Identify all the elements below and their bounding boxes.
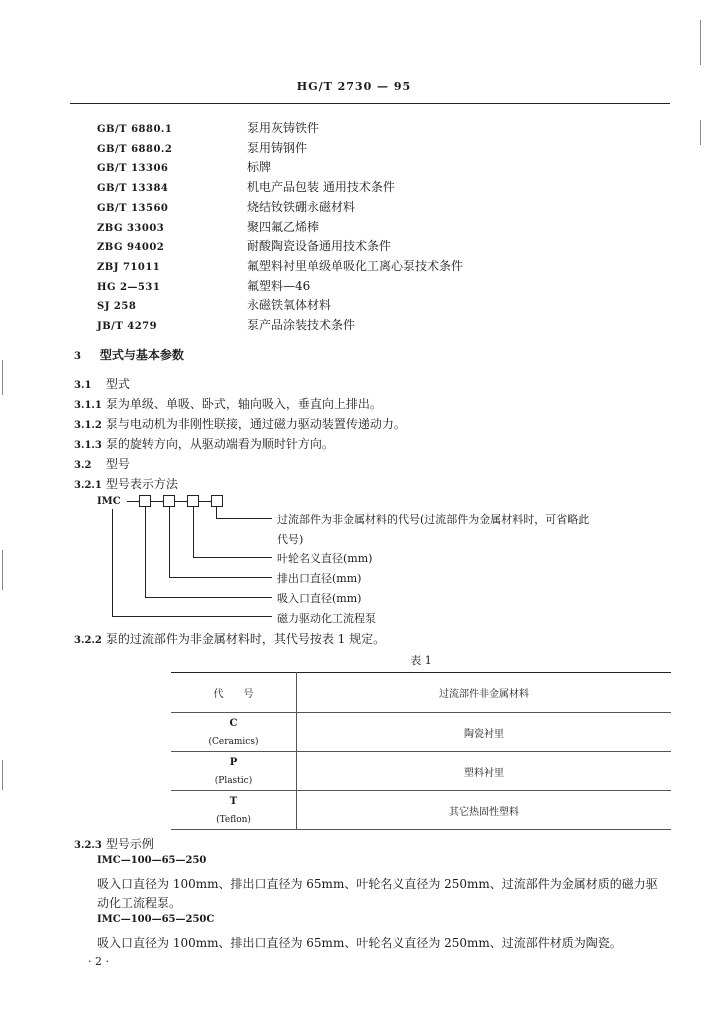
reference-code: JB/T 4279	[97, 321, 158, 332]
page-header: HG/T 2730 — 95	[296, 80, 412, 93]
reference-item	[97, 316, 355, 333]
code-letter: P	[229, 756, 238, 768]
reference-item	[97, 178, 395, 195]
reference-code: GB/T 6880.2	[97, 143, 173, 155]
clause-number: 3.2.2	[74, 635, 102, 646]
table-cell-code	[171, 791, 297, 830]
code-english: (Teflon)	[216, 814, 251, 825]
model-prefix: IMC	[97, 496, 121, 507]
leader-line	[112, 616, 272, 617]
reference-code: GB/T 13306	[97, 163, 169, 175]
annotation-pump-type: 磁力驱动化工流程泵	[277, 612, 376, 625]
dash	[151, 501, 163, 502]
scan-mark	[2, 550, 3, 590]
annotation-material-code: 过流部件为非金属材料的代号(过流部件为金属材料时，可省略此	[277, 513, 590, 526]
table-cell-material: 塑料衬里	[297, 752, 672, 791]
table-cell-material: 陶瓷衬里	[297, 713, 672, 752]
table-cell-code	[171, 713, 297, 752]
table-caption: 表 1	[410, 654, 432, 667]
reference-code: ZBG 94002	[97, 242, 165, 254]
reference-title: 永磁铁氧体材料	[247, 298, 332, 313]
annotation-impeller-diameter: 叶轮名义直径(mm)	[277, 552, 373, 565]
section-title: 型号	[105, 457, 130, 471]
reference-title: 泵用铸钢件	[247, 140, 308, 155]
model-example-2: IMC—100—65—250C	[97, 914, 215, 925]
section-number: 3	[74, 351, 81, 362]
code-letter: C	[229, 717, 238, 729]
leader-line	[193, 557, 272, 558]
reference-title: 机电产品包装 通用技术条件	[247, 180, 395, 195]
placeholder-box-impeller	[187, 495, 199, 507]
reference-title: 耐酸陶瓷设备通用技术条件	[247, 239, 392, 254]
annotation-material-code-cont: 代号)	[277, 533, 304, 546]
model-example-1: IMC—100—65—250	[97, 855, 207, 866]
table-row	[171, 791, 671, 830]
code-english: (Ceramics)	[208, 736, 259, 747]
clause-number: 3.2.3	[74, 840, 102, 851]
table-row	[171, 713, 671, 752]
reference-title: 烧结钕铁硼永磁材料	[247, 199, 356, 214]
section-title: 型式	[105, 377, 130, 391]
leader-line	[145, 597, 272, 598]
reference-code: ZBJ 71011	[97, 261, 161, 273]
clause-number: 3.1.3	[74, 440, 102, 451]
reference-title: 泵产品涂装技术条件	[247, 318, 356, 332]
table-1	[171, 672, 671, 830]
leader-line	[216, 518, 272, 519]
reference-title: 聚四氟乙烯棒	[247, 219, 320, 234]
scan-mark	[2, 360, 3, 395]
reference-item	[97, 218, 319, 235]
page-number: · 2 ·	[88, 955, 109, 968]
example-2-description: 吸入口直径为 100mm、排出口直径为 65mm、叶轮名义直径为 250mm、过流部件材质为陶瓷。	[97, 936, 622, 950]
reference-item	[97, 237, 391, 254]
header-rule	[70, 103, 670, 104]
reference-item	[97, 139, 307, 156]
placeholder-box-material	[211, 495, 223, 507]
reference-item	[97, 198, 355, 215]
reference-title: 标牌	[247, 160, 272, 175]
clause-text: 泵与电动机为非刚性联接，通过磁力驱动装置传递动力。	[105, 417, 406, 431]
table-cell-code	[171, 752, 297, 791]
reference-item	[97, 296, 331, 313]
reference-code: GB/T 13384	[97, 183, 169, 195]
leader-line	[193, 507, 194, 558]
clause-number: 3.1.1	[74, 400, 102, 411]
table-header-material: 过流部件非金属材料	[297, 673, 672, 713]
scan-mark	[2, 760, 3, 790]
section-title: 型式与基本参数	[99, 348, 184, 362]
placeholder-box-outlet	[163, 495, 175, 507]
clause-text: 泵为单级、单吸、卧式，轴向吸入，垂直向上排出。	[105, 397, 382, 411]
reference-title: 氟塑料—46	[247, 278, 311, 293]
scan-mark	[700, 120, 701, 145]
clause-number: 3.2.1	[74, 480, 102, 491]
dash	[127, 501, 139, 502]
reference-title: 氟塑料衬里单级单吸化工离心泵技术条件	[247, 258, 464, 273]
reference-code: HG 2—531	[97, 281, 161, 293]
clause-text: 型号示例	[105, 837, 154, 851]
example-1-description-cont: 动化工流程泵。	[97, 896, 182, 910]
section-3-heading	[74, 346, 184, 363]
annotation-inlet-diameter: 吸入口直径(mm)	[277, 592, 362, 605]
section-3-1	[74, 375, 130, 392]
clause-3-2-1	[74, 475, 178, 492]
reference-code: GB/T 13560	[97, 202, 169, 214]
reference-item	[97, 257, 463, 274]
reference-title: 泵用灰铸铁件	[247, 121, 320, 135]
section-3-2	[74, 455, 130, 472]
example-1-description: 吸入口直径为 100mm、排出口直径为 65mm、叶轮名义直径为 250mm、过流部件为金属材质的磁力驱	[97, 877, 658, 891]
leader-line	[112, 509, 113, 617]
reference-item	[97, 158, 271, 175]
clause-3-2-2	[74, 630, 385, 647]
section-number: 3.1	[74, 380, 92, 391]
code-letter: T	[229, 795, 238, 807]
clause-number: 3.1.2	[74, 420, 102, 431]
reference-item	[97, 119, 319, 136]
table-row	[171, 752, 671, 791]
leader-line	[145, 507, 146, 598]
section-number: 3.2	[74, 460, 92, 471]
table-header-row	[171, 673, 671, 713]
clause-3-1-1	[74, 395, 382, 412]
clause-3-2-3	[74, 835, 154, 852]
clause-text: 泵的过流部件为非金属材料时，其代号按表 1 规定。	[105, 632, 386, 646]
clause-3-1-2	[74, 415, 406, 432]
table-header-code: 代 号	[171, 673, 297, 713]
reference-item	[97, 277, 310, 294]
code-english: (Plastic)	[214, 775, 253, 786]
clause-text: 型号表示方法	[105, 477, 178, 491]
reference-code: SJ 258	[97, 301, 137, 313]
clause-3-1-3	[74, 435, 334, 452]
placeholder-box-inlet	[139, 495, 151, 507]
dash	[175, 501, 187, 502]
reference-code: ZBG 33003	[97, 222, 165, 234]
dash	[199, 501, 211, 502]
reference-code: GB/T 6880.1	[97, 124, 173, 135]
leader-line	[169, 577, 272, 578]
annotation-outlet-diameter: 排出口直径(mm)	[277, 572, 362, 585]
leader-line	[169, 507, 170, 578]
clause-text: 泵的旋转方向，从驱动端看为顺时针方向。	[105, 437, 334, 451]
scan-mark	[700, 20, 701, 65]
table-cell-material: 其它热固性塑料	[297, 791, 672, 830]
